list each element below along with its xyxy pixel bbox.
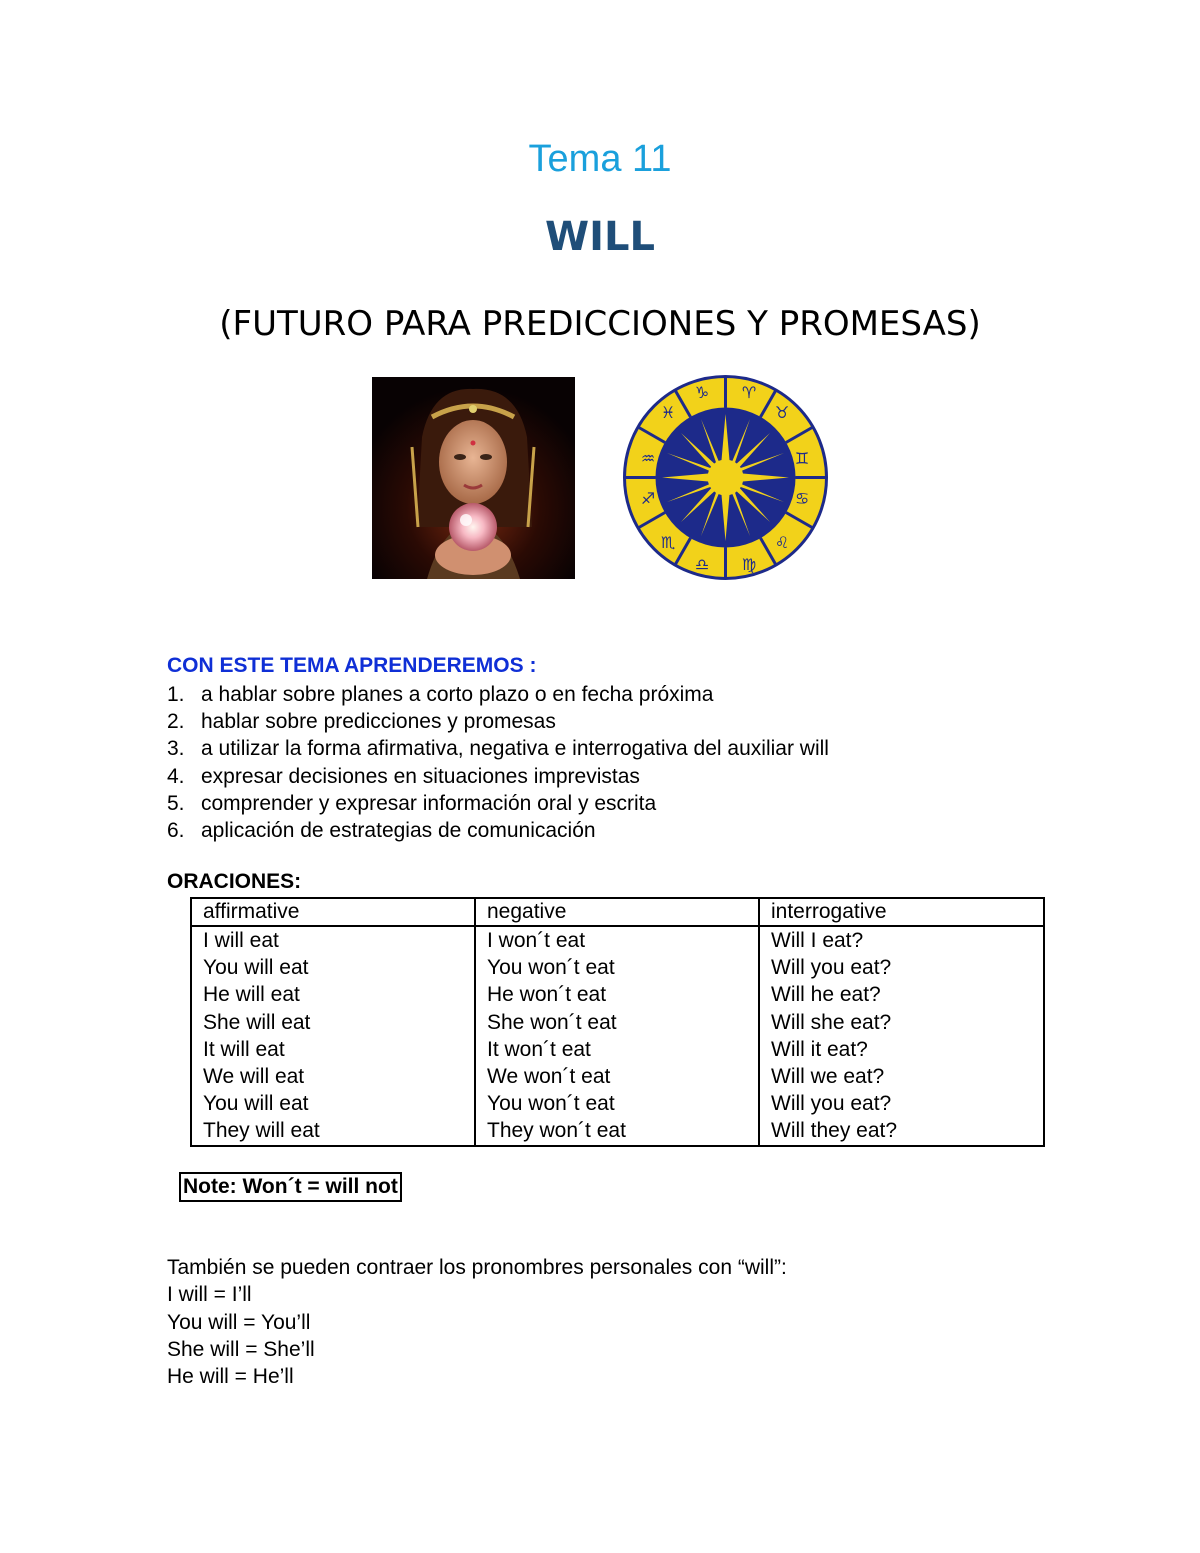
svg-text:♒: ♒	[640, 449, 656, 468]
list-item: 5. comprender y expresar información oral y escrita	[167, 791, 657, 815]
interrogative-cell: Will I eat? Will you eat? Will he eat? Will she eat? Will it eat? Will we eat? Will you eat? Will they eat?	[759, 926, 1044, 1146]
svg-text:♉: ♉	[774, 403, 790, 422]
list-item: 6. aplicación de estrategias de comunicación	[167, 818, 596, 842]
fortune-teller-image	[372, 377, 575, 579]
contractions-intro: También se pueden contraer los pronombres personales con “will”:	[167, 1256, 787, 1279]
svg-text:♏: ♏	[660, 533, 676, 552]
conjugation-table	[190, 897, 1045, 1147]
svg-text:♎: ♎	[694, 555, 710, 574]
page-subtitle: (FUTURO PARA PREDICCIONES Y PROMESAS)	[219, 304, 981, 344]
svg-text:♐: ♐	[640, 489, 656, 508]
page-topic: Tema 11	[528, 138, 672, 180]
column-header-negative: negative	[475, 898, 759, 926]
svg-text:♌: ♌	[774, 533, 790, 552]
page-title: WILL	[545, 214, 655, 260]
column-header-interrogative: interrogative	[759, 898, 1044, 926]
list-item: 4. expresar decisiones en situaciones imprevistas	[167, 764, 640, 788]
column-header-affirmative: affirmative	[191, 898, 475, 926]
list-item: 1. a hablar sobre planes a corto plazo o en fecha próxima	[167, 683, 714, 706]
contraction-line: I will = I’ll	[167, 1283, 252, 1307]
svg-text:♈: ♈	[741, 383, 757, 402]
table-row	[191, 926, 1044, 1146]
svg-text:♊: ♊	[794, 449, 810, 468]
svg-text:♍: ♍	[741, 555, 757, 574]
list-item: 2. hablar sobre predicciones y promesas	[167, 710, 556, 734]
contraction-line: She will = She’ll	[167, 1337, 315, 1361]
oraciones-heading: ORACIONES:	[167, 870, 302, 893]
note-box: Note: Won´t = will not	[179, 1172, 402, 1202]
svg-text:♓: ♓	[660, 403, 676, 422]
negative-cell: I won´t eat You won´t eat He won´t eat She won´t eat It won´t eat We won´t eat You won´t eat They won´t eat	[475, 926, 759, 1146]
learn-list	[167, 681, 829, 844]
contractions-section	[167, 1254, 787, 1390]
contraction-line: He will = He’ll	[167, 1365, 294, 1389]
svg-text:♋: ♋	[794, 489, 810, 508]
list-item: 3. a utilizar la forma afirmativa, negativa e interrogativa del auxiliar will	[167, 737, 829, 761]
zodiac-wheel-image	[622, 374, 829, 581]
table-header-row	[191, 898, 1044, 926]
affirmative-cell: I will eat You will eat He will eat She will eat It will eat We will eat You will eat They will eat	[191, 926, 475, 1146]
learn-heading: CON ESTE TEMA APRENDEREMOS :	[167, 654, 537, 677]
svg-text:♑: ♑	[694, 383, 710, 402]
contraction-line: You will = You’ll	[167, 1310, 311, 1334]
